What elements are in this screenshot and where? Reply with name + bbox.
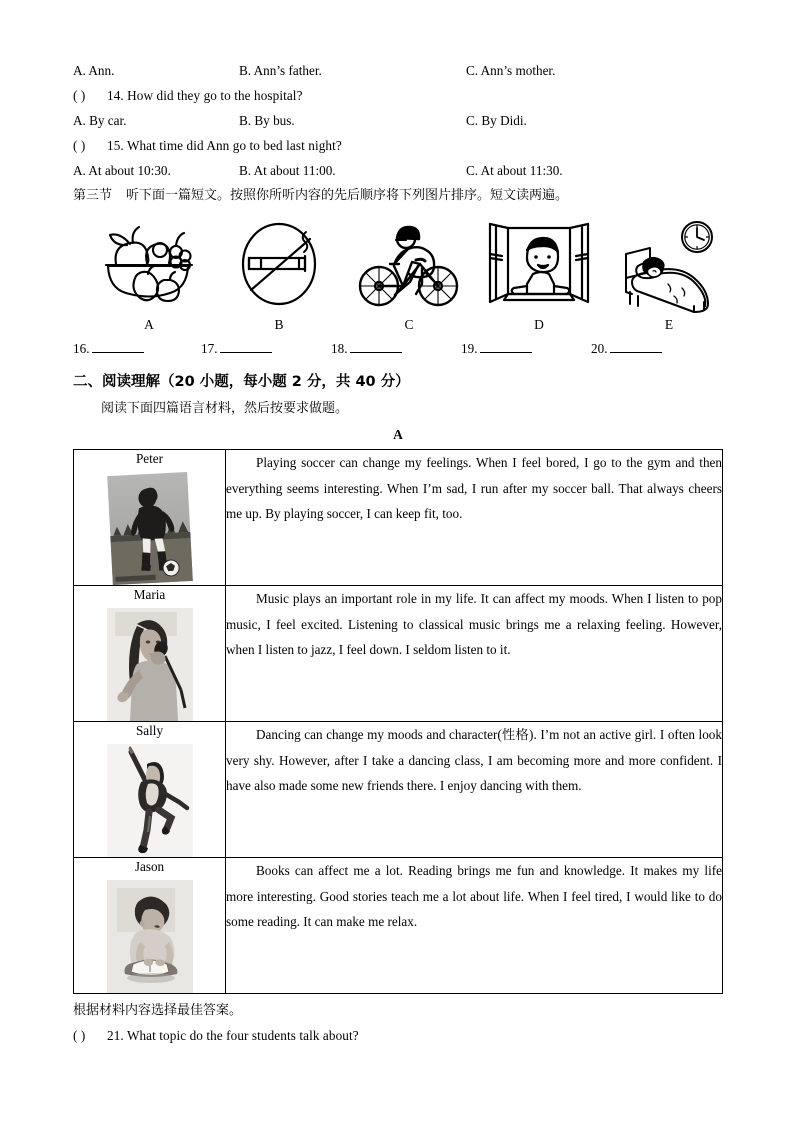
blank-line[interactable]: [610, 339, 662, 353]
person-cell-jason: [74, 858, 226, 994]
table-row: [74, 722, 723, 858]
question-13-options: [73, 58, 723, 83]
picture-strip: [73, 214, 723, 314]
picture-letter-b: B: [274, 317, 284, 332]
option-c: C. Ann’s mother.: [466, 63, 556, 78]
passage-label-a: A: [393, 427, 403, 442]
answer-blank-20[interactable]: [591, 336, 662, 362]
person-name: Jason: [134, 859, 165, 874]
table-row: [74, 858, 723, 994]
answer-number-16: 16.: [73, 341, 90, 356]
option-c: C. By Didi.: [466, 113, 527, 128]
answer-blank-18[interactable]: [331, 336, 402, 362]
boy-at-window-icon: [480, 214, 598, 314]
option-a: A. Ann.: [73, 63, 115, 78]
sleeping-in-bed-icon: [610, 214, 728, 314]
picture-letter-a: A: [144, 317, 154, 332]
question-21-text: 21. What topic do the four students talk about?: [107, 1028, 359, 1043]
blank-line[interactable]: [220, 339, 272, 353]
picture-e: [609, 214, 729, 314]
question-21: [73, 1023, 723, 1048]
passage-cell-sally: [226, 722, 723, 858]
passage-text: Music plays an important role in my life. It can affect my moods. When I listen to pop music, I feel excited. Listening to classical music brings me a relaxing feeling. However, when I listen to jazz, I feel down. I seldom listen to it.: [226, 591, 722, 657]
reading-passage-table: [73, 449, 723, 994]
answer-instruction: 根据材料内容选择最佳答案。: [73, 1003, 243, 1018]
option-c: C. At about 11:30.: [466, 163, 563, 178]
question-15: [73, 133, 723, 158]
option-a: A. At about 10:30.: [73, 163, 171, 178]
option-b: B. Ann’s father.: [239, 63, 322, 78]
person-cell-maria: [74, 586, 226, 722]
blank-line[interactable]: [480, 339, 532, 353]
no-smoking-icon: [220, 214, 338, 314]
section-3-instruction: 听下面一篇短文。按照你所听内容的先后顺序将下列图片排序。短文读两遍。: [126, 188, 569, 203]
picture-c: [349, 214, 469, 314]
question-14: [73, 83, 723, 108]
boy-reading-book-photo: [107, 880, 193, 993]
option-a: A. By car.: [73, 113, 127, 128]
table-row: [74, 586, 723, 722]
question-15-options: [73, 158, 723, 183]
passage-text: Books can affect me a lot. Reading brings me fun and knowledge. It makes my life more interesting. Good stories teach me a lot about life. When I feel tired, I would like to do some reading. It can make me relax.: [226, 863, 722, 929]
passage-text: Playing soccer can change my feelings. When I feel bored, I go to the gym and then everything seems interesting. When I’m sad, I run after my soccer ball. That always cheers me up. By playing soccer, I can keep fit, too.: [226, 455, 722, 521]
question-14-options: [73, 108, 723, 133]
answer-number-20: 20.: [591, 341, 608, 356]
answer-number-18: 18.: [331, 341, 348, 356]
answer-bracket-14[interactable]: ( ): [73, 88, 86, 103]
blank-line[interactable]: [92, 339, 144, 353]
cyclist-icon: [350, 214, 468, 314]
option-b: B. By bus.: [239, 113, 295, 128]
dancing-woman-photo: [107, 744, 193, 857]
reading-section-instruction: 阅读下面四篇语言材料，然后按要求做题。: [101, 401, 349, 416]
picture-letter-row: [73, 314, 723, 336]
person-name: Sally: [135, 723, 164, 738]
passage-cell-jason: [226, 858, 723, 994]
section-3-label: 第三节: [73, 188, 113, 203]
picture-a: [89, 214, 209, 314]
passage-cell-peter: [226, 450, 723, 586]
picture-letter-e: E: [664, 317, 674, 332]
soccer-player-photo: [107, 472, 193, 585]
question-14-text: 14. How did they go to the hospital?: [107, 88, 303, 103]
answer-blank-19[interactable]: [461, 336, 532, 362]
picture-b: [219, 214, 339, 314]
picture-d: [479, 214, 599, 314]
answer-number-17: 17.: [201, 341, 218, 356]
answer-bracket-21[interactable]: ( ): [73, 1028, 86, 1043]
question-15-text: 15. What time did Ann go to bed last night?: [107, 138, 342, 153]
picture-answer-row: [73, 336, 723, 362]
answer-blank-17[interactable]: [201, 336, 272, 362]
answer-blank-16[interactable]: [73, 336, 144, 362]
answer-bracket-15[interactable]: ( ): [73, 138, 86, 153]
picture-letter-c: C: [404, 317, 414, 332]
person-cell-peter: [74, 450, 226, 586]
section-3-heading: [73, 183, 723, 208]
person-name: Maria: [133, 587, 166, 602]
picture-letter-d: D: [534, 317, 544, 332]
option-b: B. At about 11:00.: [239, 163, 336, 178]
person-name: Peter: [135, 451, 164, 466]
table-row: [74, 450, 723, 586]
passage-text: Dancing can change my moods and character(性格). I’m not an active girl. I often look very shy. However, after I take a dancing class, I am becoming more and more confident. I have also made some new friends there. I enjoy dancing with them.: [226, 727, 722, 793]
passage-cell-maria: [226, 586, 723, 722]
page-content: [73, 58, 723, 1048]
reading-section-heading: 二、阅读理解（20 小题，每小题 2 分，共 40 分）: [73, 374, 410, 390]
singer-with-microphone-photo: [107, 608, 193, 721]
blank-line[interactable]: [350, 339, 402, 353]
person-cell-sally: [74, 722, 226, 858]
answer-number-19: 19.: [461, 341, 478, 356]
fruit-bowl-icon: [90, 214, 208, 314]
